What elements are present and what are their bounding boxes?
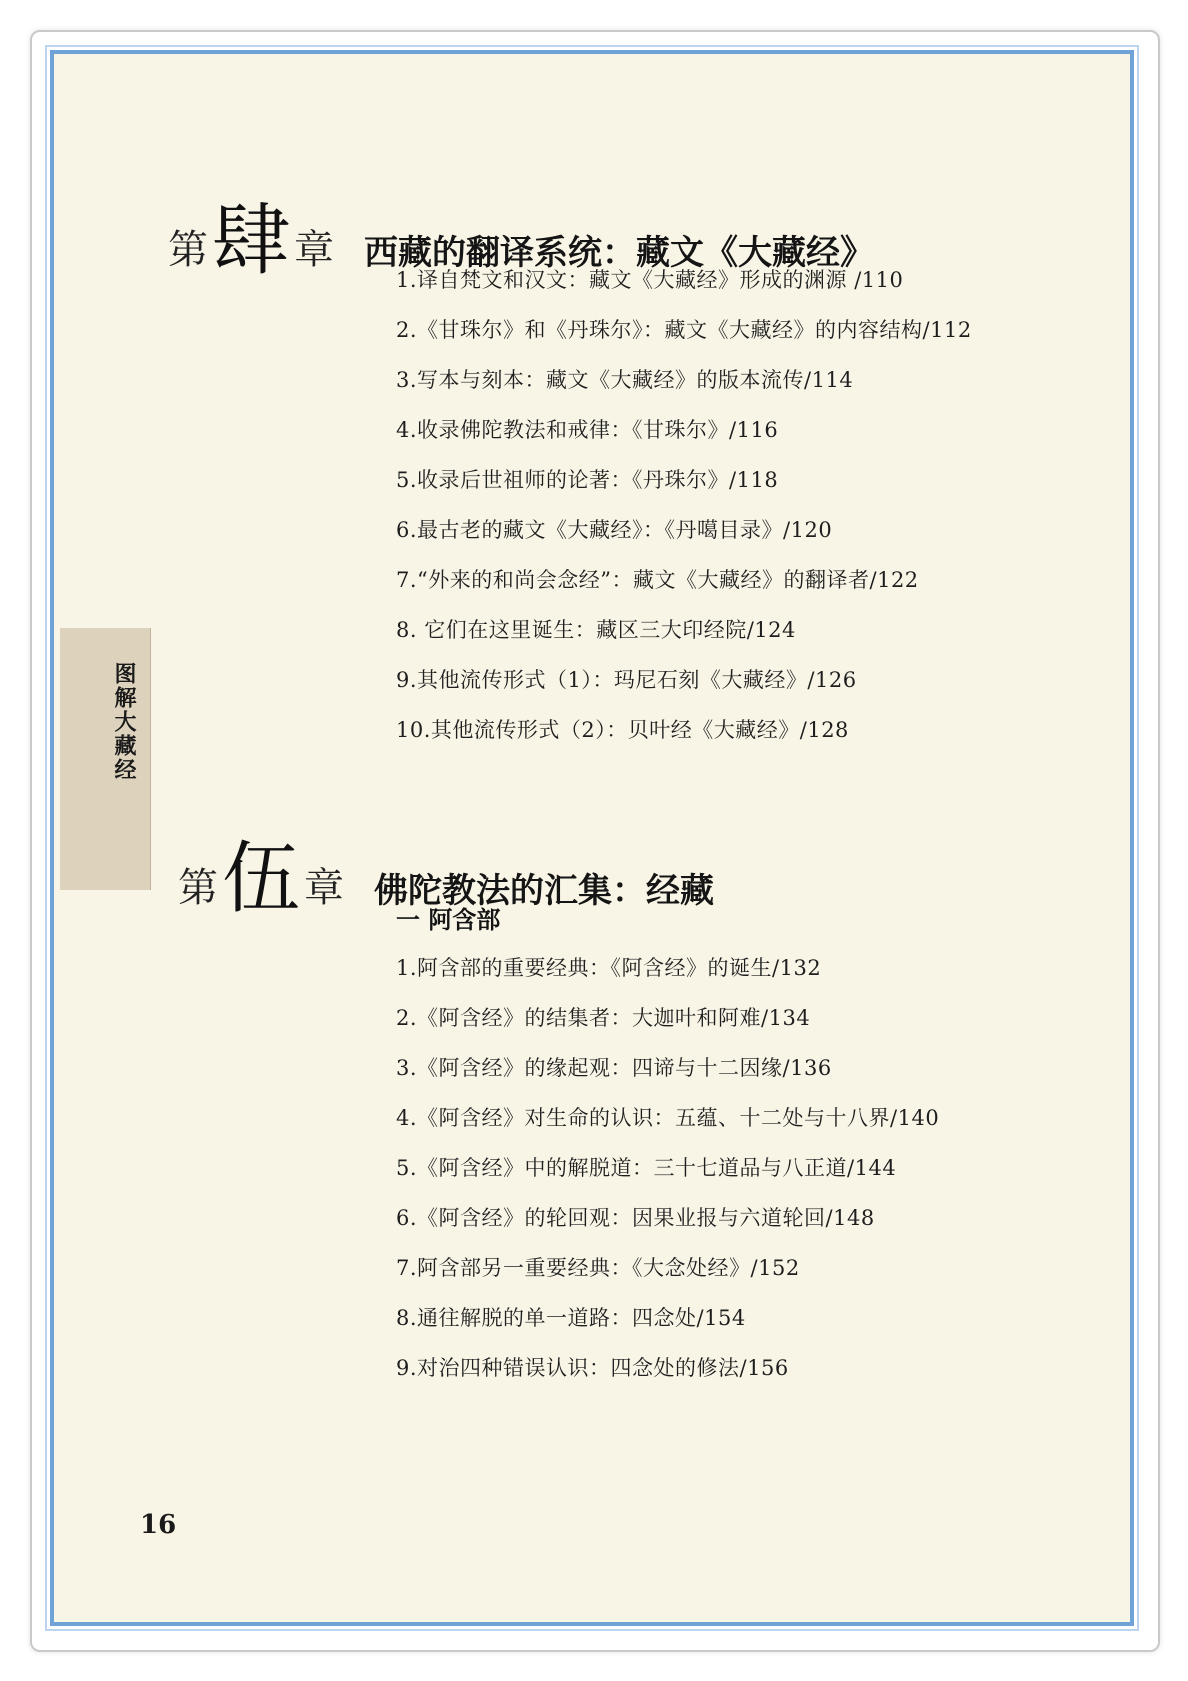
chapter-5-di: 第 xyxy=(178,865,218,911)
toc-item[interactable]: 8.通往解脱的单一道路：四念处/154 xyxy=(396,1306,746,1330)
toc-item[interactable]: 4.《阿含经》对生命的认识：五蕴、十二处与十八界/140 xyxy=(396,1106,940,1130)
chapter-5-zhang: 章 xyxy=(304,865,345,911)
side-tab xyxy=(60,628,151,890)
toc-item[interactable]: 9.其他流传形式（1）：玛尼石刻《大藏经》/126 xyxy=(396,668,857,692)
toc-item[interactable]: 1.阿含部的重要经典：《阿含经》的诞生/132 xyxy=(396,956,822,980)
toc-item[interactable]: 7.“外来的和尚会念经”：藏文《大藏经》的翻译者/122 xyxy=(396,568,919,592)
toc-item[interactable]: 2.《甘珠尔》和《丹珠尔》：藏文《大藏经》的内容结构/112 xyxy=(396,318,972,342)
chapter-5-number: 伍 xyxy=(222,834,301,924)
toc-item[interactable]: 6.《阿含经》的轮回观：因果业报与六道轮回/148 xyxy=(396,1206,875,1230)
chapter-4-title: 西藏的翻译系统：藏文《大藏经》 xyxy=(364,233,875,273)
toc-item[interactable]: 7.阿含部另一重要经典：《大念处经》/152 xyxy=(396,1256,800,1280)
toc-item[interactable]: 4.收录佛陀教法和戒律：《甘珠尔》/116 xyxy=(396,418,779,442)
chapter-5-title: 佛陀教法的汇集：经藏 xyxy=(374,871,715,911)
toc-item[interactable]: 5.收录后世祖师的论著：《丹珠尔》/118 xyxy=(396,468,779,492)
chapter-4-di: 第 xyxy=(168,227,208,273)
side-tab-label: 图解大藏经 xyxy=(111,662,136,782)
toc-item[interactable]: 9.对治四种错误认识：四念处的修法/156 xyxy=(396,1356,789,1380)
toc-item[interactable]: 10.其他流传形式（2）：贝叶经《大藏经》/128 xyxy=(396,718,849,742)
page-number: 16 xyxy=(140,1510,177,1540)
toc-item[interactable]: 8. 它们在这里诞生：藏区三大印经院/124 xyxy=(396,618,796,642)
toc-item[interactable]: 5.《阿含经》中的解脱道：三十七道品与八正道/144 xyxy=(396,1156,897,1180)
toc-item[interactable]: 2.《阿含经》的结集者：大迦叶和阿难/134 xyxy=(396,1006,811,1030)
toc-item[interactable]: 3.写本与刻本：藏文《大藏经》的版本流传/114 xyxy=(396,368,854,392)
toc-item[interactable]: 1.译自梵文和汉文：藏文《大藏经》形成的渊源 /110 xyxy=(396,268,904,292)
chapter-4-zhang: 章 xyxy=(294,227,335,273)
toc-item[interactable]: 3.《阿含经》的缘起观：四谛与十二因缘/136 xyxy=(396,1056,832,1080)
section-heading: 一 阿含部 xyxy=(396,906,501,934)
chapter-4-number: 肆 xyxy=(212,196,291,286)
toc-item[interactable]: 6.最古老的藏文《大藏经》：《丹噶目录》/120 xyxy=(396,518,833,542)
